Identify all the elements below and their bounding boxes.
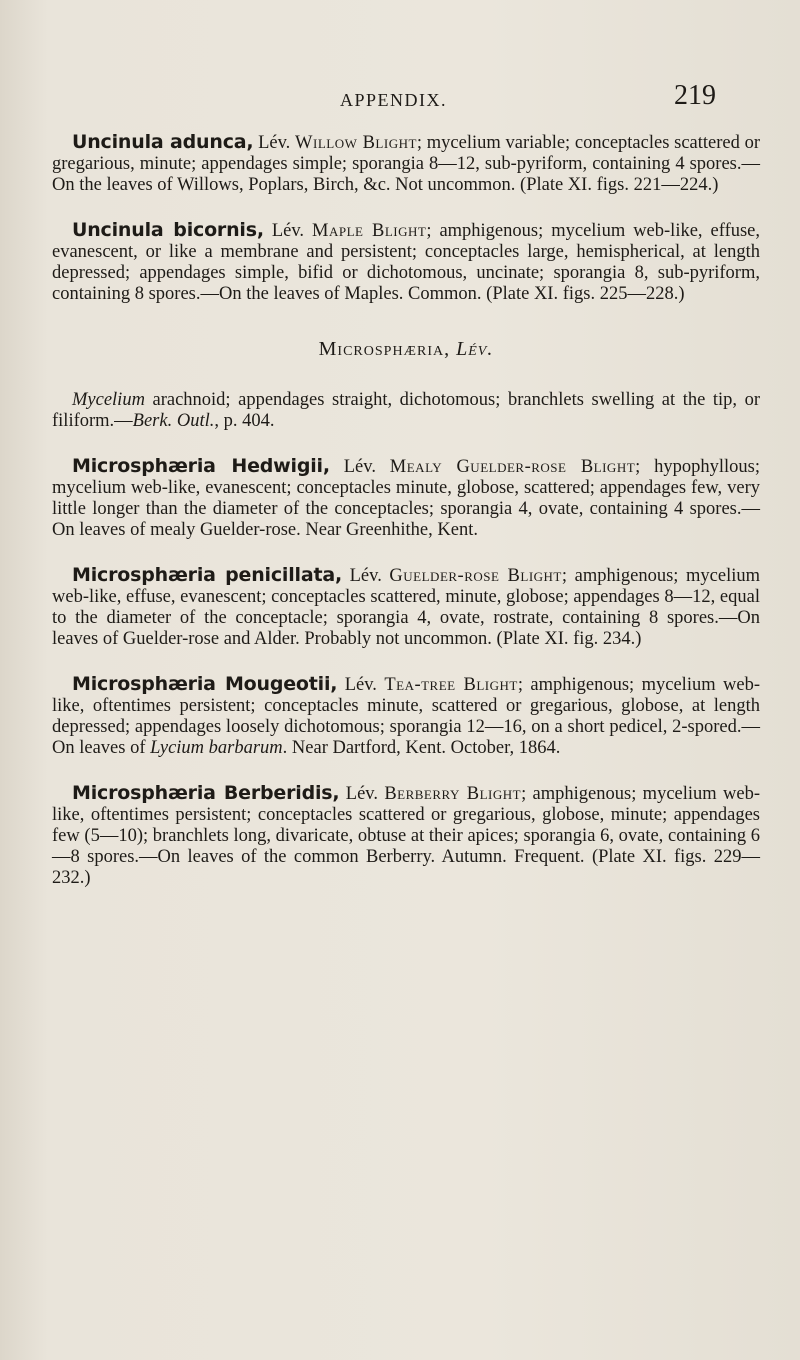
genus-description [52, 390, 760, 432]
species-name: Microsphæria Hedwigii, [72, 455, 330, 477]
species-entry-microsphaeria-berberidis [52, 783, 760, 889]
genus-reference-page: , p. 404. [214, 411, 275, 431]
species-name: Microsphæria penicillata, [72, 564, 343, 586]
species-description-end: . Near Dartford, Kent. October, 1864. [282, 738, 561, 758]
common-name: Berberry Blight [384, 784, 522, 804]
page-body [52, 132, 760, 913]
genus-description-text: arachnoid; appendages straight, dichotomous; branchlets swelling at the tip, or filiform.— [52, 390, 760, 431]
species-description: ; amphigenous; mycelium web-like, oftentimes persistent; conceptacles scattered or gregarious, globose, minute; appendages few (5—10); branchlets long, divaricate, obtuse at their apices; sporangia 6, ovate, containing 6—8 spores.—On leaves of the common Berberry. Autumn. Frequent. (Plate XI. figs. 229—232.) [52, 784, 760, 888]
common-name: Mealy Guelder-rose Blight [389, 457, 636, 477]
species-description: ; hypophyllous; mycelium web-like, evanescent; conceptacles minute, globose, scattered; appendages few, very little longer than the diameter of the conceptacles; sporangia 4, ovate, containing 4 spores.—On leaves of mealy Guelder-rose. Near Greenhithe, Kent. [52, 457, 761, 540]
species-name: Microsphæria Berberidis, [72, 782, 340, 804]
species-author: Lév. [342, 566, 390, 586]
common-name: Willow Blight [295, 133, 417, 153]
species-entry-uncinula-bicornis [52, 220, 760, 305]
species-entry-microsphaeria-penicillata [52, 565, 760, 650]
species-author: Lév. [263, 221, 313, 241]
species-author: Lév. [337, 675, 385, 695]
species-name: Uncinula bicornis, [72, 219, 264, 241]
genus-description-lead: Mycelium [72, 390, 145, 410]
host-plant-name: Lycium barbarum [150, 738, 283, 758]
genus-name: Microsphæria, [318, 338, 451, 360]
species-name: Microsphæria Mougeotii, [72, 673, 338, 695]
species-author: Lév. [329, 457, 390, 477]
page-number: 219 [674, 80, 716, 111]
species-entry-microsphaeria-mougeotii [52, 674, 760, 759]
species-entry-uncinula-adunca [52, 132, 760, 196]
species-description: ; mycelium variable; conceptacles scattered or gregarious, minute; appendages simple; sporangia 8—12, sub-pyriform, containing 4 spores.—On the leaves of Willows, Poplars, Birch, &c. Not uncommon. (Plate XI. figs. 221—224.) [52, 133, 760, 195]
page-header [0, 80, 800, 120]
genus-author: Lév. [456, 338, 494, 360]
species-description: ; amphigenous; mycelium web-like, effuse, evanescent; conceptacles scattered, minute, globose; appendages 8—12, equal to the diameter of the conceptacle; sporangia 4, ovate, rostrate, containing 8 spores.—On leaves of Guelder-rose and Alder. Probably not uncommon. (Plate XI. fig. 234.) [52, 566, 760, 649]
species-entry-microsphaeria-hedwigii [52, 456, 760, 541]
common-name: Guelder-rose Blight [389, 566, 562, 586]
common-name: Tea-tree Blight [384, 675, 518, 695]
running-title: APPENDIX. [340, 90, 448, 110]
species-description: ; amphigenous; mycelium web-like, effuse, evanescent, or like a membrane and persistent; conceptacles large, hemispherical, at length depressed; appendages simple, bifid or dichotomous, uncinate; sporangia 8, sub-pyriform, containing 8 spores.—On the leaves of Maples. Common. (Plate XI. figs. 225—228.) [52, 221, 761, 304]
species-author: Lév. [253, 133, 296, 153]
genus-reference: Berk. Outl. [132, 411, 215, 431]
genus-heading [52, 339, 760, 360]
species-name: Uncinula adunca, [72, 131, 254, 153]
species-description: ; amphigenous; mycelium web-like, oftentimes persistent; conceptacles minute, scattered or gregarious, globose, at length depressed; appendages loosely dichotomous; sporangia 12—16, on a short pedicel, 2-spored.—On leaves of [52, 675, 760, 758]
common-name: Maple Blight [312, 221, 427, 241]
species-author: Lév. [339, 784, 385, 804]
